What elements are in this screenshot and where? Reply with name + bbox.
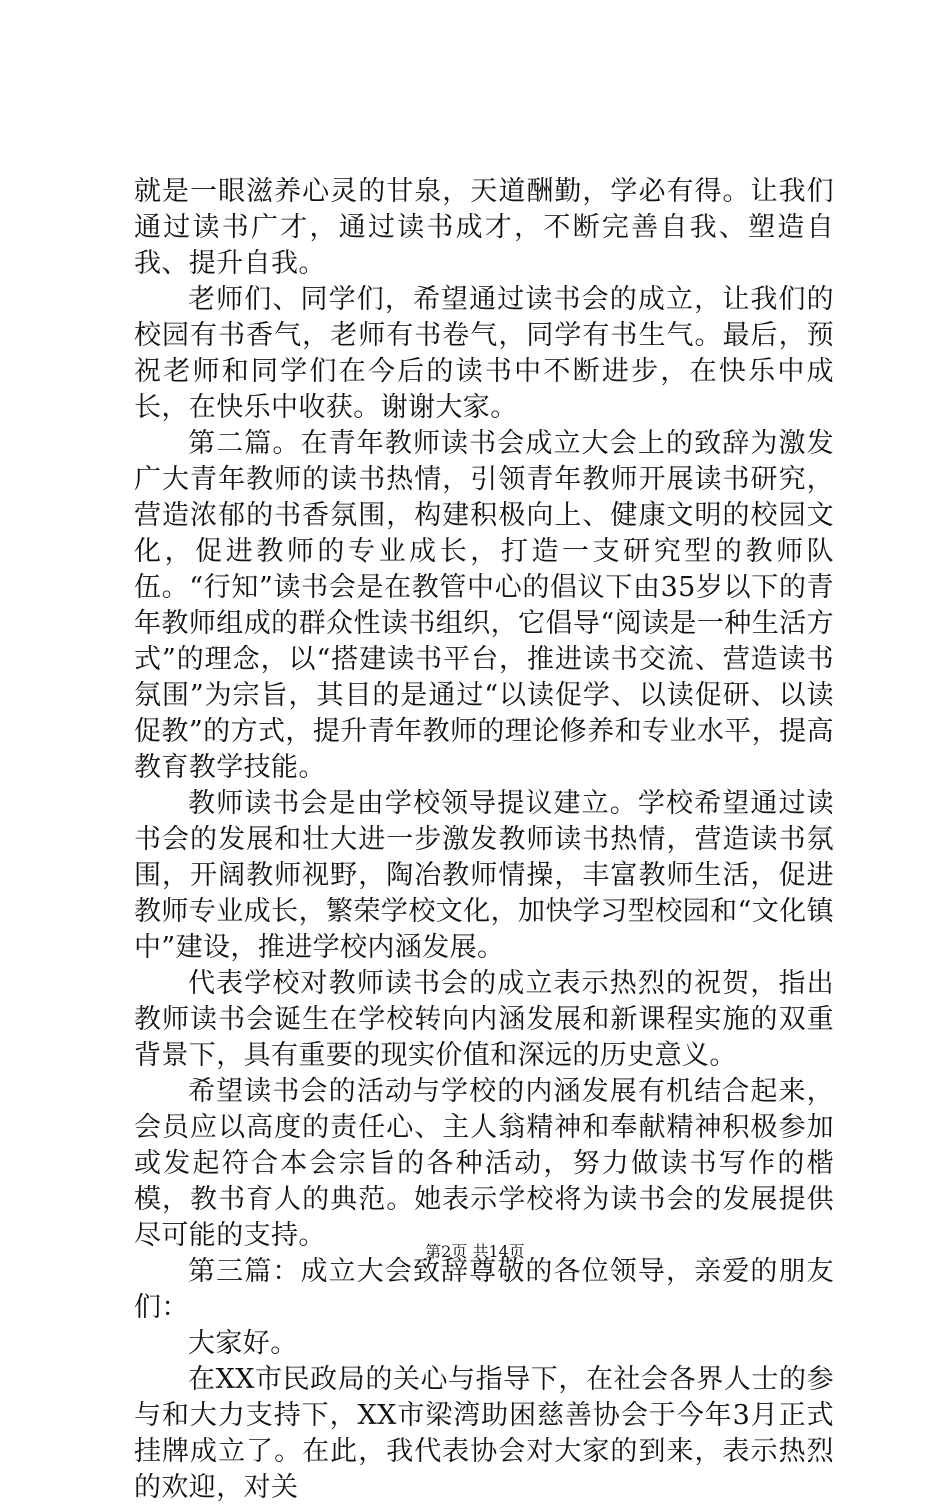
paragraph-8: 大家好。 [188, 1328, 298, 1359]
page-number-label: 第2页 共14页 [425, 1242, 525, 1261]
paragraph-6: 希望读书会的活动与学校的内涵发展有机结合起来，会员应以高度的责任心、主人翁精神和奉献精神积极参加或发起符合本会宗旨的各种活动，努力做读书写作的楷模，教书育人的典范。她表示学校将为读书会的发展提供尽可能的支持。 [134, 1076, 834, 1251]
page-footer [0, 1242, 950, 1262]
paragraph-3: 第二篇。在青年教师读书会成立大会上的致辞为激发广大青年教师的读书热情，引领青年教师开展读书研究，营造浓郁的书香氛围，构建积极向上、健康文明的校园文化，促进教师的专业成长，打造一支研究型的教师队伍。“行知”读书会是在教管中心的倡议下由35岁以下的青年教师组成的群众性读书组织，它倡导“阅读是一种生活方式”的理念，以“搭建读书平台，推进读书交流、营造读书氛围”为宗旨，其目的是通过“以读促学、以读促研、以读促教”的方式，提升青年教师的理论修养和专业水平，提高教育教学技能。 [134, 428, 834, 783]
paragraph-4: 教师读书会是由学校领导提议建立。学校希望通过读书会的发展和壮大进一步激发教师读书热情，营造读书氛围，开阔教师视野，陶冶教师情操，丰富教师生活，促进教师专业成长，繁荣学校文化，加快学习型校园和“文化镇中”建设，推进学校内涵发展。 [134, 788, 834, 963]
paragraph-2: 老师们、同学们，希望通过读书会的成立，让我们的校园有书香气，老师有书卷气，同学有书生气。最后，预祝老师和同学们在今后的读书中不断进步，在快乐中成长，在快乐中收获。谢谢大家。 [134, 284, 834, 423]
document-body [134, 174, 834, 1506]
paragraph-1: 就是一眼滋养心灵的甘泉，天道酬勤，学必有得。让我们通过读书广才，通过读书成才，不断完善自我、塑造自我、提升自我。 [134, 176, 834, 279]
paragraph-5: 代表学校对教师读书会的成立表示热烈的祝贺，指出教师读书会诞生在学校转向内涵发展和新课程实施的双重背景下，具有重要的现实价值和深远的历史意义。 [134, 968, 834, 1071]
paragraph-9: 在XX市民政局的关心与指导下，在社会各界人士的参与和大力支持下，XX市梁湾助困慈善协会于今年3月正式挂牌成立了。在此，我代表协会对大家的到来，表示热烈的欢迎，对关 [134, 1364, 834, 1503]
paragraph-7: 第三篇：成立大会致辞尊敬的各位领导，亲爱的朋友们： [134, 1256, 834, 1323]
